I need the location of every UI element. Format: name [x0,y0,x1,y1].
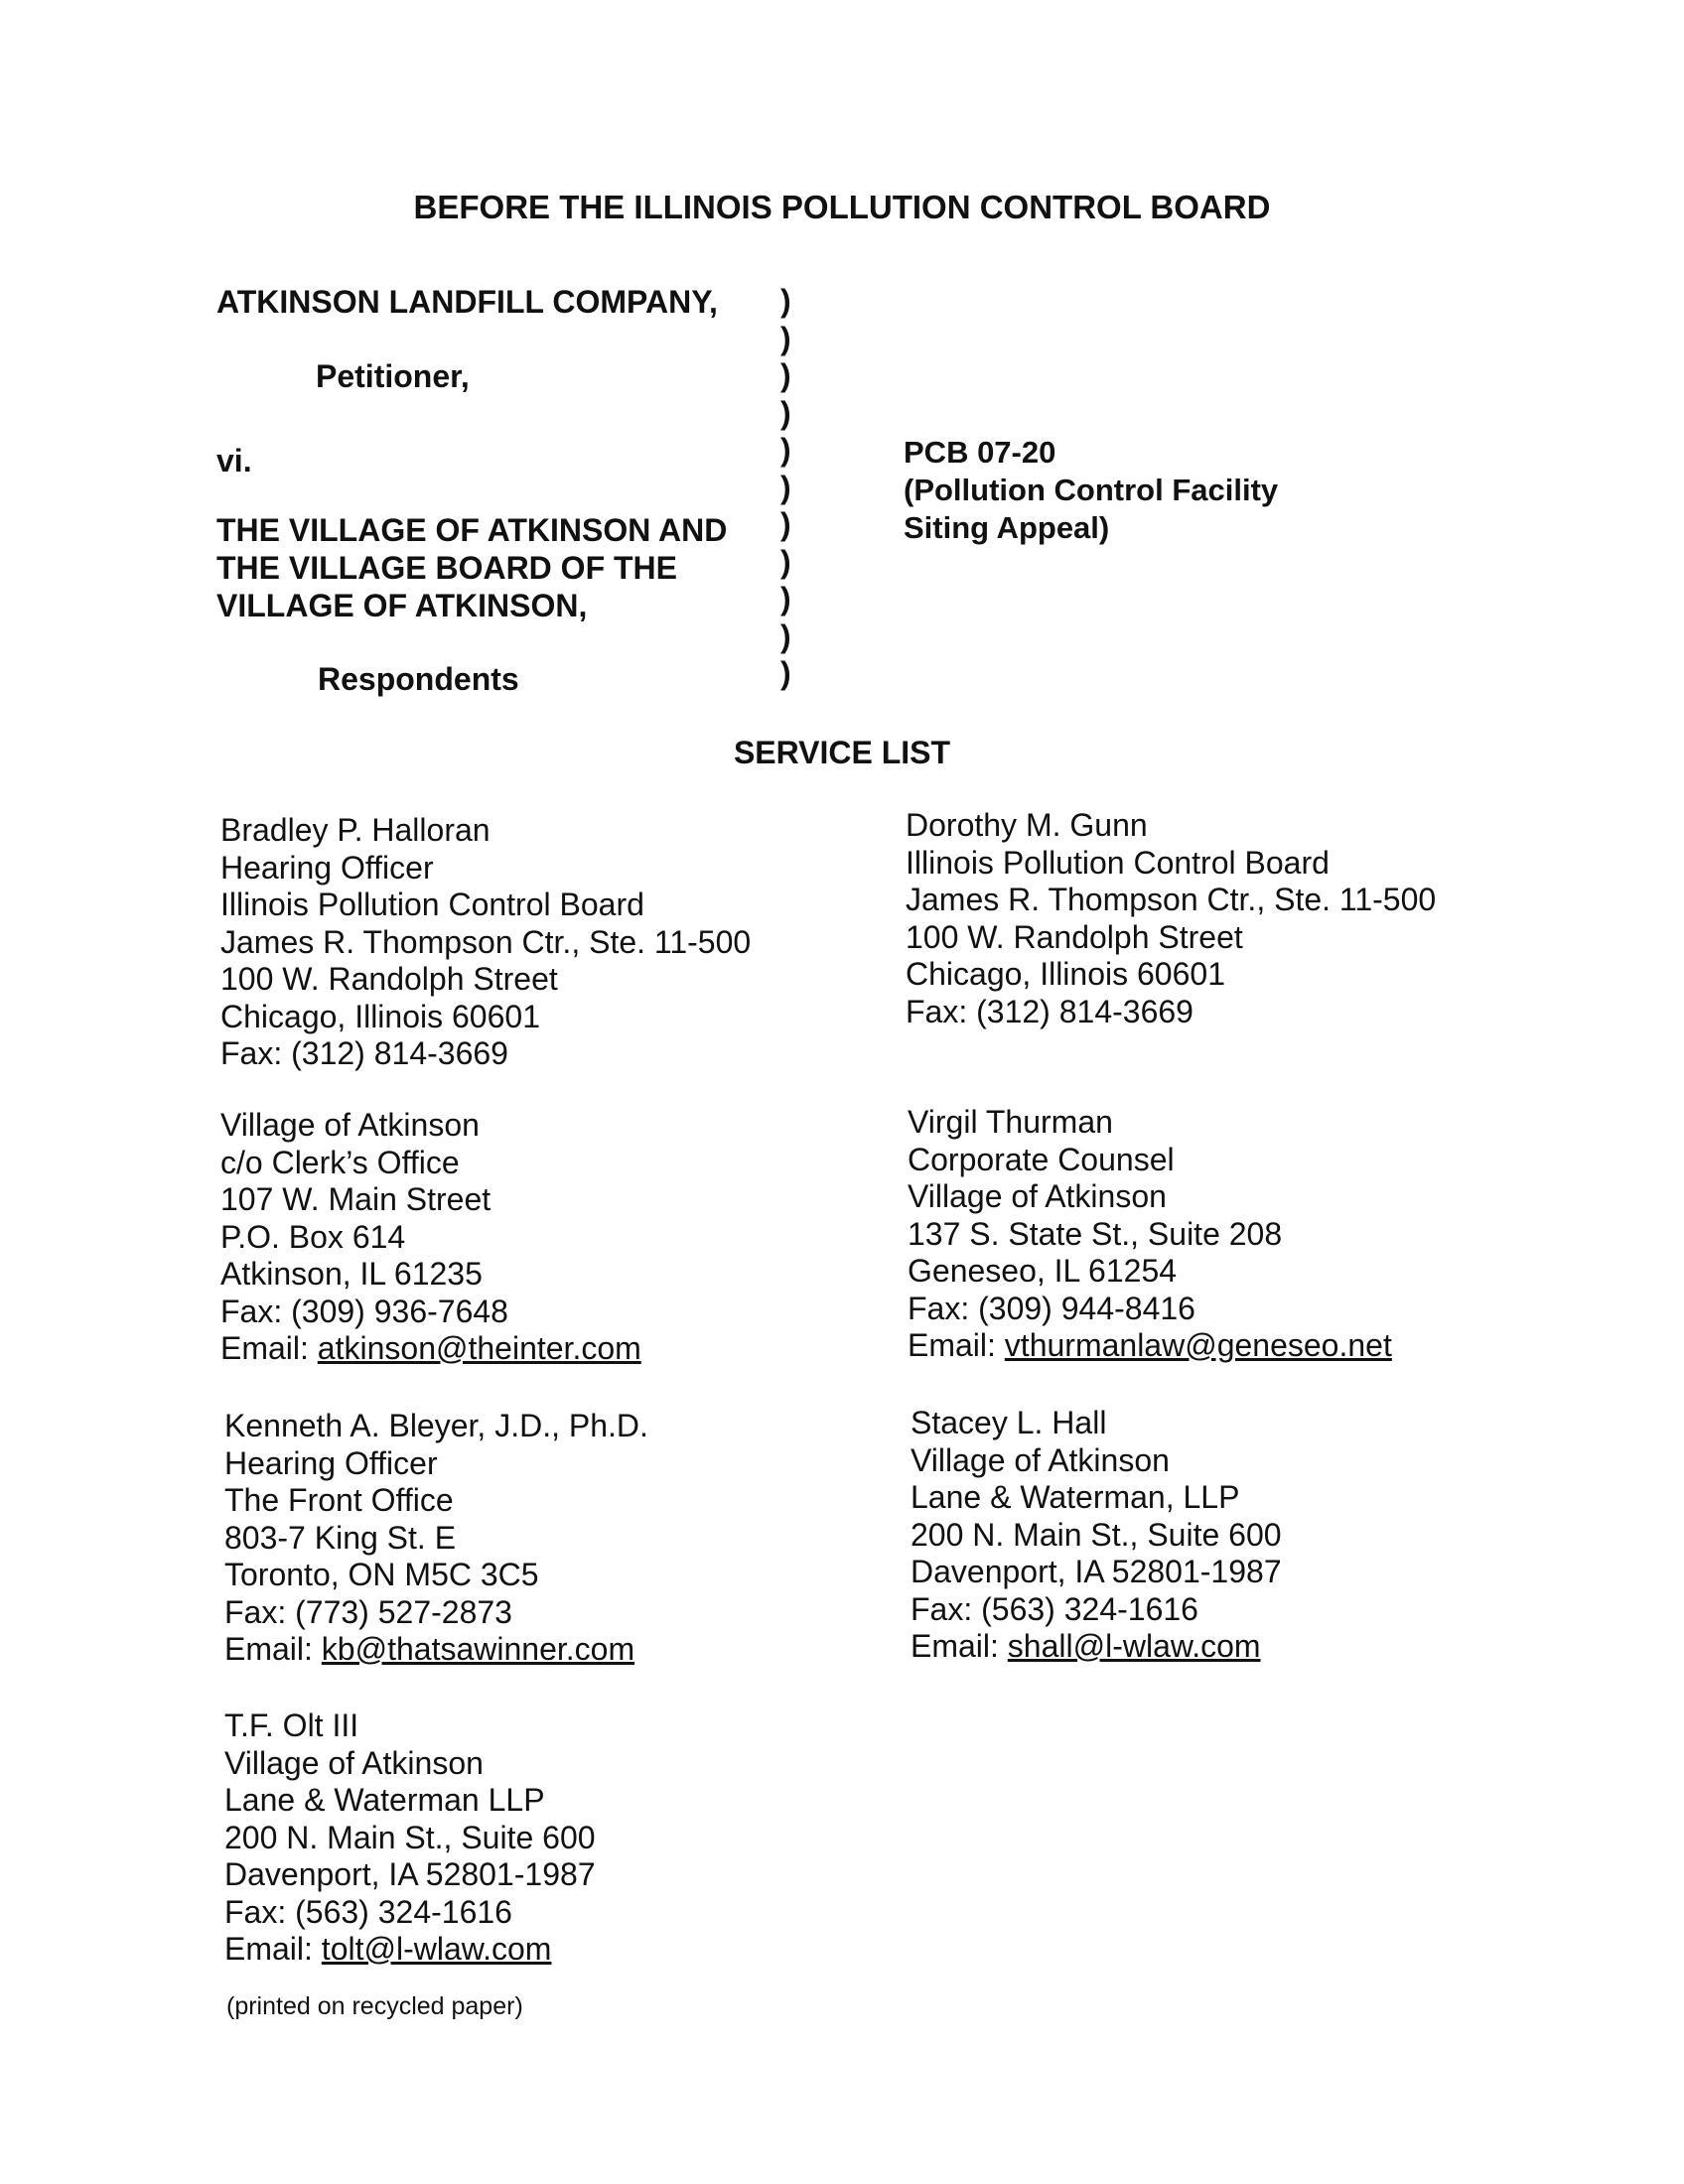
email-row [908,1327,1392,1365]
paren: ) [780,543,791,580]
contact-line: Illinois Pollution Control Board [220,887,644,922]
contact-line: Village of Atkinson [220,1107,480,1143]
contact-line: Lane & Waterman LLP [224,1782,545,1818]
contact-line: James R. Thompson Ctr., Ste. 11-500 [220,923,752,960]
respondent-role: Respondents [318,661,519,697]
paren: ) [780,655,791,691]
service-contact [224,1707,596,1969]
email-link[interactable]: shall@l-wlaw.com [1007,1628,1261,1664]
email-link[interactable]: atkinson@theinter.com [317,1330,641,1366]
email-row [220,1330,641,1368]
case-number: PCB 07-20 [904,435,1056,470]
contact-line: 803-7 King St. E [224,1519,457,1556]
contact-line: Stacey L. Hall [911,1405,1107,1440]
contact-line: Virgil Thurman [908,1104,1113,1140]
email-row [224,1631,648,1669]
contact-line: Atkinson, IL 61235 [220,1256,483,1292]
contact-line: Lane & Waterman, LLP [911,1479,1240,1515]
contact-line: Corporate Counsel [908,1141,1175,1177]
contact-line: 100 W. Randolph Street [906,918,1243,955]
versus-label: vi. [216,443,252,478]
contact-line: Village of Atkinson [224,1744,484,1781]
contact-line: c/o Clerk’s Office [220,1144,460,1180]
contact-line: Fax: (309) 936-7648 [220,1293,508,1329]
email-link[interactable]: vthurmanlaw@geneseo.net [1004,1327,1392,1363]
case-description: Siting Appeal) [904,510,1110,545]
respondent-line: THE VILLAGE BOARD OF THE [216,550,677,586]
email-link[interactable]: kb@thatsawinner.com [321,1631,635,1667]
service-contact [220,812,751,1073]
email-link[interactable]: tolt@l-wlaw.com [321,1931,552,1967]
service-contact [224,1408,648,1669]
email-label: Email: [911,1628,1008,1664]
petitioner-name: ATKINSON LANDFILL COMPANY, [216,284,718,320]
contact-line: 200 N. Main St., Suite 600 [911,1516,1282,1553]
document-title: BEFORE THE ILLINOIS POLLUTION CONTROL BOARD [413,189,1271,225]
service-contact [906,807,1436,1030]
contact-line: Fax: (312) 814-3669 [220,1035,508,1071]
paren: ) [780,357,791,393]
email-label: Email: [224,1931,322,1967]
contact-line: T.F. Olt III [224,1707,359,1743]
contact-line: 200 N. Main St., Suite 600 [224,1819,596,1855]
footer-note: (printed on recycled paper) [226,1992,523,2020]
contact-line: Bradley P. Halloran [220,812,491,848]
contact-line: James R. Thompson Ctr., Ste. 11-500 [906,882,1437,917]
contact-line: Fax: (563) 324-1616 [224,1893,512,1930]
contact-line: Fax: (773) 527-2873 [224,1593,512,1630]
contact-line: Dorothy M. Gunn [906,807,1148,843]
contact-line: Fax: (312) 814-3669 [906,993,1193,1029]
email-row [224,1931,596,1969]
case-number-block [904,434,1278,547]
paren: ) [780,617,791,654]
contact-line: 107 W. Main Street [220,1181,491,1217]
contact-line: Village of Atkinson [911,1441,1170,1478]
petitioner-role: Petitioner, [316,358,470,394]
paren: ) [780,432,791,468]
paren: ) [780,320,791,356]
paren: ) [780,394,791,431]
service-contact [908,1104,1392,1365]
email-label: Email: [224,1631,322,1667]
case-description: (Pollution Control Facility [904,473,1279,507]
contact-line: Hearing Officer [220,849,434,886]
service-contact [911,1405,1282,1666]
contact-line: Geneseo, IL 61254 [908,1253,1178,1289]
contact-line: Fax: (309) 944-8416 [908,1290,1195,1326]
respondent-line: VILLAGE OF ATKINSON, [216,588,588,623]
contact-line: Village of Atkinson [908,1178,1167,1214]
paren: ) [780,581,791,616]
respondent-names [216,511,727,624]
respondent-line: THE VILLAGE OF ATKINSON AND [216,512,728,548]
contact-line: Toronto, ON M5C 3C5 [224,1557,539,1592]
email-row [911,1628,1282,1666]
contact-line: Illinois Pollution Control Board [906,844,1330,881]
paren: ) [780,283,791,319]
email-label: Email: [220,1330,318,1366]
service-list-title: SERVICE LIST [733,735,951,770]
service-contact [220,1107,641,1368]
contact-line: Davenport, IA 52801-1987 [224,1856,596,1892]
contact-line: P.O. Box 614 [220,1218,406,1255]
contact-line: 100 W. Randolph Street [220,961,558,997]
contact-line: Chicago, Illinois 60601 [906,956,1225,992]
paren: ) [780,506,791,542]
caption-parentheses [780,283,791,693]
contact-line: Davenport, IA 52801-1987 [911,1554,1282,1589]
contact-line: 137 S. State St., Suite 208 [908,1215,1283,1252]
contact-line: Fax: (563) 324-1616 [911,1590,1198,1627]
contact-line: Hearing Officer [224,1444,438,1481]
email-label: Email: [908,1327,1005,1363]
contact-line: Kenneth A. Bleyer, J.D., Ph.D. [224,1408,648,1443]
contact-line: Chicago, Illinois 60601 [220,998,540,1034]
paren: ) [780,469,791,505]
contact-line: The Front Office [224,1482,454,1518]
